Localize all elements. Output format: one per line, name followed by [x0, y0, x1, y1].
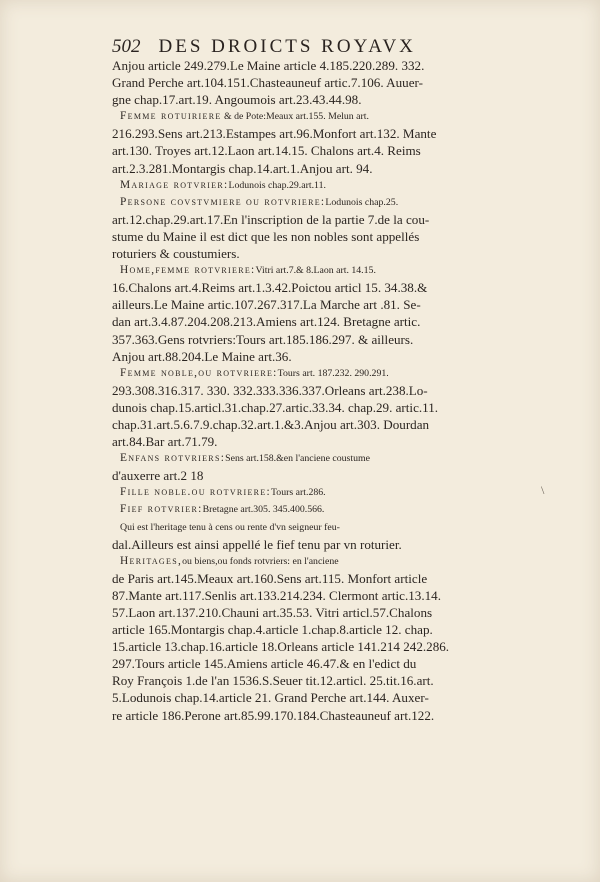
entry-heading: Femme noble,ou rotvriere: [120, 366, 278, 379]
entry-text: 87.Mante art.117.Senlis art.133.214.234. Clermont artic.13.14. [112, 587, 441, 603]
text-line [112, 262, 520, 279]
entry-text: d'auxerre art.2 18 [112, 468, 204, 484]
entry-text: 293.308.316.317. 330. 332.333.336.337.Orleans art.238.Lo- [112, 382, 428, 398]
entry-text: 5.Lodunois chap.14.article 21. Grand Perche art.144. Auxer- [112, 690, 429, 706]
entry-heading: Fief rotvrier: [120, 503, 203, 516]
entry-text: 357.363.Gens rotvriers:Tours art.185.186.297. & ailleurs. [112, 331, 414, 347]
entry-text: 216.293.Sens art.213.Estampes art.96.Monfort art.132. Mante [112, 126, 437, 142]
entry-text: stume du Maine il est dict que les non nobles sont appellés [112, 228, 420, 244]
entry-heading: Mariage rotvrier: [120, 178, 229, 191]
entry-text: article 165.Montargis chap.4.article 1.chap.8.article 12. chap. [112, 622, 433, 638]
entry-text: art.12.chap.29.art.17.En l'inscription de la partie 7.de la cou- [112, 211, 430, 227]
entry-text: Roy François 1.de l'an 1536.S.Seuer tit.12.articl. 25.tit.16.art. [112, 673, 434, 689]
body-text [112, 57, 520, 724]
entry-text: Lodunois chap.25. [325, 196, 399, 208]
entry-text: dal.Ailleurs est ainsi appellé le fief tenu par vn roturier. [112, 536, 402, 552]
text-line [112, 331, 520, 348]
entry-text: Tours art.286. [270, 487, 326, 499]
entry-text: art.130. Troyes art.12.Laon art.14.15. Chalons art.4. Reims [112, 143, 421, 159]
text-line [112, 74, 520, 91]
entry-text: dan art.3.4.87.204.208.213.Amiens art.124. Bretagne artic. [112, 314, 421, 330]
text-line [112, 160, 520, 177]
text-line [112, 433, 520, 450]
page-number: 502 [112, 36, 141, 57]
text-line [112, 296, 520, 313]
text-line [112, 450, 520, 467]
entry-text: & de Pote:Meaux art.155. Melun art. [221, 111, 369, 123]
text-line [112, 519, 520, 536]
text-line [112, 108, 520, 125]
text-line [112, 707, 520, 724]
text-line [112, 91, 520, 108]
entry-text: 57.Laon art.137.210.Chauni art.35.53. Vitri articl.57.Chalons [112, 605, 433, 620]
text-line [112, 142, 520, 159]
text-line [112, 313, 520, 330]
text-line [112, 638, 520, 655]
entry-text: Vitri art.7.& 8.Laon art. 14.15. [255, 265, 376, 277]
text-line [112, 536, 520, 553]
text-line [112, 382, 520, 399]
entry-text: Anjou art.88.204.Le Maine art.36. [112, 348, 292, 364]
entry-text: Bretagne art.305. 345.400.566. [202, 504, 325, 516]
text-line [112, 399, 520, 416]
text-line [112, 467, 520, 484]
text-line [112, 245, 520, 262]
entry-heading: Fille noble.ou rotvriere: [120, 486, 271, 499]
text-line [112, 587, 520, 604]
entry-text: re article 186.Perone art.85.99.170.184.Chasteauneuf art.122. [112, 707, 435, 723]
entry-text: art.2.3.281.Montargis chap.14.art.1.Anjou art. 94. [112, 160, 373, 176]
entry-text: Sens art.158.&en l'anciene coustume [225, 453, 370, 465]
entry-text: 15.article 13.chap.16.article 18.Orleans article 141.214 242.286. [112, 639, 450, 655]
text-line [112, 125, 520, 142]
entry-heading: Heritages, [120, 554, 183, 567]
text-line [112, 570, 520, 587]
text-line [112, 484, 520, 501]
entry-heading: Home,femme rotvriere: [120, 264, 256, 277]
text-line [112, 177, 520, 194]
entry-text: ailleurs.Le Maine artic.107.267.317.La Marche art .81. Se- [112, 297, 421, 313]
entry-text: dunois chap.15.articl.31.chap.27.artic.33.34. chap.29. artic.11. [112, 399, 439, 415]
text-line [112, 501, 520, 518]
entry-text: Qui est l'heritage tenu à cens ou rente d'vn seigneur feu- [120, 521, 340, 533]
text-line [112, 279, 520, 296]
text-line [112, 57, 520, 74]
text-line [112, 348, 520, 365]
text-line [112, 228, 520, 245]
entry-text: 16.Chalons art.4.Reims art.1.3.42.Poictou articl 15. 34.38.& [112, 280, 428, 296]
entry-heading: Femme rotuiriere [120, 110, 222, 123]
entry-text: Tours art. 187.232. 290.291. [277, 367, 389, 379]
entry-text: 297.Tours article 145.Amiens article 46.47.& en l'edict du [112, 656, 417, 672]
text-line [112, 211, 520, 228]
entry-text: Anjou article 249.279.Le Maine article 4.185.220.289. 332. [112, 58, 425, 73]
entry-heading: Persone covstvmiere ou rotvriere: [120, 195, 326, 208]
text-line [112, 604, 520, 621]
entry-heading: Enfans rotvriers: [120, 452, 226, 465]
text-line [112, 553, 520, 570]
text-line [112, 365, 520, 382]
text-line [112, 689, 520, 706]
entry-text: Lodunois chap.29.art.11. [228, 179, 326, 191]
entry-text: gne chap.17.art.19. Angoumois art.23.43.44.98. [112, 92, 362, 108]
text-line [112, 621, 520, 638]
running-title: DES DROICTS ROYAVX [158, 36, 416, 57]
entry-text: chap.31.art.5.6.7.9.chap.32.art.1.&3.Anjou art.303. Dourdan [112, 416, 430, 432]
text-line [112, 416, 520, 433]
entry-text: art.84.Bar art.71.79. [112, 434, 218, 450]
margin-mark: \ [541, 483, 545, 497]
text-line [112, 194, 520, 211]
text-line [112, 655, 520, 672]
text-line [112, 672, 520, 689]
entry-text: roturiers & coustumiers. [112, 246, 240, 262]
entry-text: ou biens,ou fonds rotvriers: en l'anciene [182, 555, 339, 567]
running-head [112, 36, 416, 58]
entry-text: Grand Perche art.104.151.Chasteauneuf artic.7.106. Auuer- [112, 75, 423, 91]
entry-text: de Paris art.145.Meaux art.160.Sens art.115. Monfort article [112, 570, 428, 586]
